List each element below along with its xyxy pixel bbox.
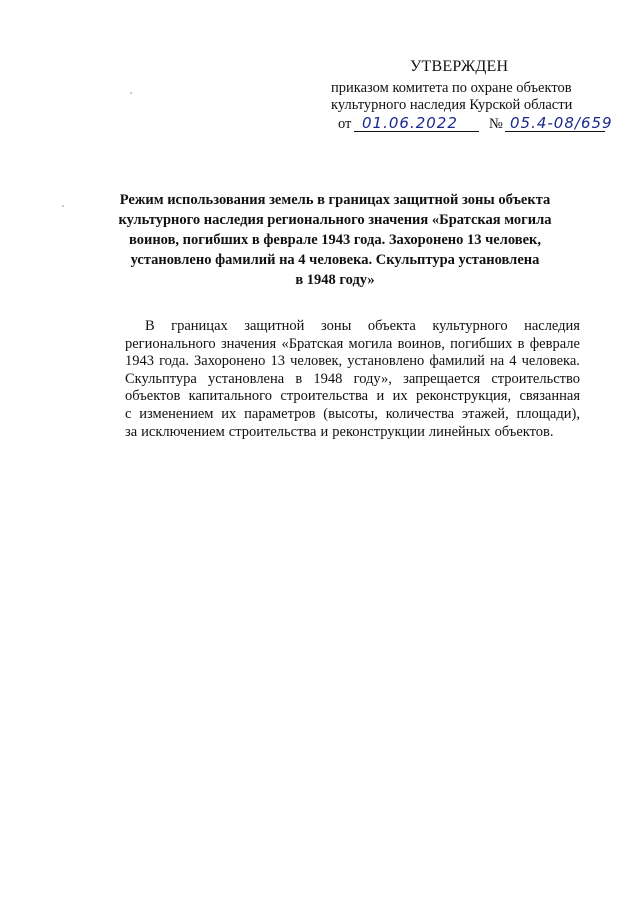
body-line [125,318,580,336]
body-word: фамилий [429,353,485,370]
order-line-1: приказом комитета по охране объектов [331,80,572,96]
document-title [100,190,570,290]
body-word: феврале [529,335,580,352]
body-line [125,406,580,424]
body-word: года. [159,353,189,370]
body-word: установлена [208,370,285,387]
from-label: от [338,116,352,132]
body-word: связанная [519,388,580,405]
body-word: регионального [125,335,216,352]
body-word: 4 [509,353,517,370]
body-word: 13 [270,353,285,370]
body-word: воинов, [397,335,445,352]
body-word: в [295,370,303,387]
body-word: на [489,353,505,370]
title-line: культурного наследия регионального значения «Братская могила [118,212,552,228]
body-word: с [125,405,132,422]
body-word: наследия [524,318,580,334]
title-line: в 1948 году» [295,272,375,288]
body-word: границах [171,318,228,334]
handwritten-number: 05.4-08/659 [510,114,613,132]
body-line [125,371,580,389]
body-word: культурного [432,318,508,334]
order-date-number [338,114,638,136]
body-word: линейных [428,423,491,440]
body-word: строительства [228,423,317,440]
title-line: воинов, погибших в феврале 1943 года. Захоронено 13 человек, [128,232,542,248]
body-word: в [517,335,525,352]
body-word: реконструкция, [415,388,512,405]
body-line [125,353,580,371]
body-word: капитального [188,388,273,405]
body-word: площади), [516,405,580,422]
body-word: могила [348,335,393,352]
body-word: объекта [367,318,416,334]
body-word: исключением [141,423,225,440]
body-word: запрещается [403,370,481,387]
body-word: году», [353,370,392,387]
body-word: Скульптура [125,370,197,387]
body-word: строительство [491,370,580,387]
body-word: (высоты, [323,405,378,422]
body-word: реконструкции [332,423,425,440]
body-word: защитной [244,318,305,334]
body-word: и [376,388,385,405]
body-line [125,336,580,354]
scan-artifact [62,205,64,207]
body-word: 1948 [313,370,343,387]
body-word: «Братская [281,335,344,352]
body-word: В [145,318,155,334]
body-word: параметров [244,405,316,422]
body-paragraph [125,318,580,441]
scan-artifact [130,92,132,94]
handwritten-date: 01.06.2022 [362,114,458,132]
body-word: человека. [521,353,580,370]
approved-heading: УТВЕРЖДЕН [410,58,509,75]
title-line: Режим использования земель в границах защитной зоны объекта [119,192,551,208]
body-word: объектов [125,388,181,405]
body-word: погибших [450,335,513,352]
body-word: и [320,423,329,440]
body-word: установлено [347,353,425,370]
title-line: установлено фамилий на 4 человека. Скульптура установлена [130,252,540,268]
body-word: количества [385,405,455,422]
body-word: значения [220,335,277,352]
body-word: Захоронено [194,353,266,370]
body-word: за [125,423,138,440]
number-label: № [489,116,503,132]
body-word: их [392,388,408,405]
order-line-2: культурного наследия Курской области [331,97,573,113]
body-word: строительства [280,388,369,405]
body-line [125,424,580,442]
body-word: изменением [139,405,214,422]
body-word: человек, [290,353,343,370]
body-word: их [221,405,237,422]
body-word: 1943 [125,353,154,370]
body-line [125,388,580,406]
body-word: зоны [320,318,352,334]
body-word: этажей, [461,405,509,422]
body-word: объектов. [494,423,554,440]
